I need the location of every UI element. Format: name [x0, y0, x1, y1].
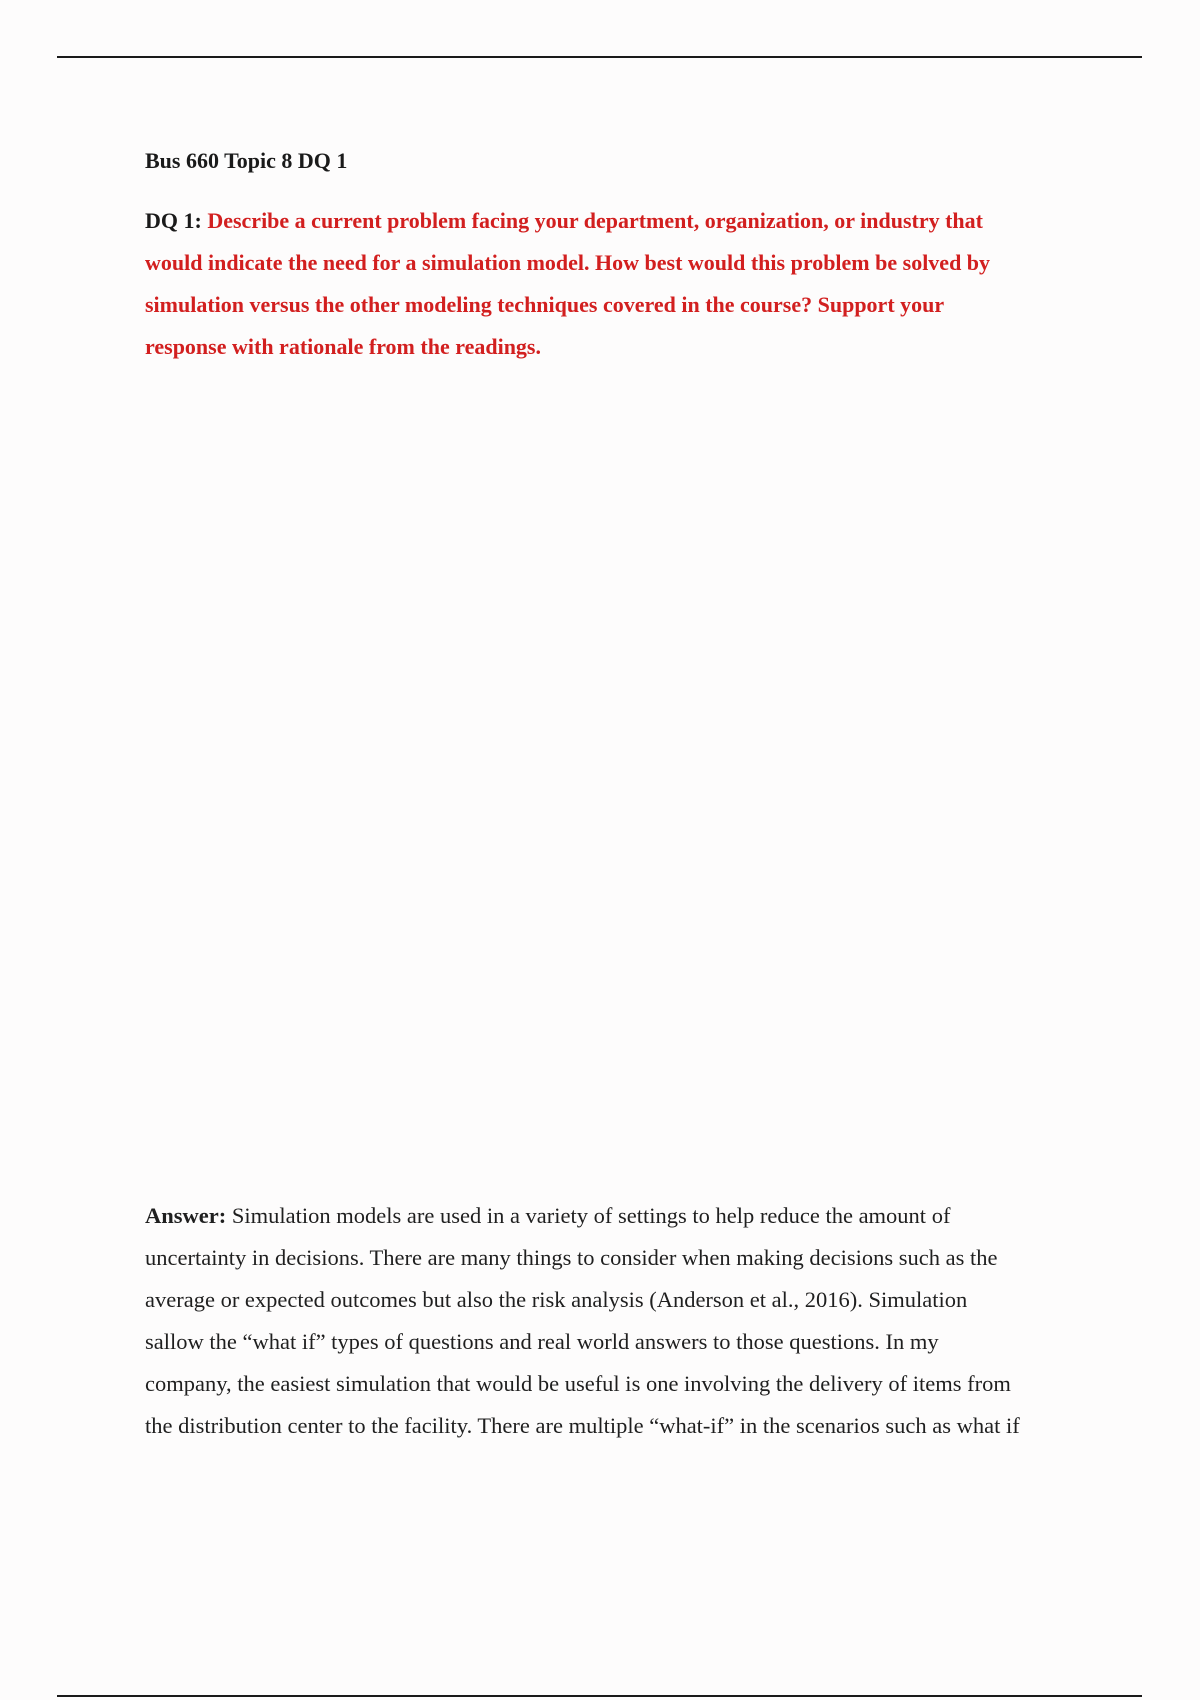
- question-text: Describe a current problem facing your department, organization, or industry that: [207, 208, 983, 233]
- answer-line: average or expected outcomes but also the risk analysis (Anderson et al., 2016). Simulation: [145, 1287, 968, 1312]
- answer-text: Simulation models are used in a variety of settings to help reduce the amount of: [231, 1203, 951, 1228]
- question-line: would indicate the need for a simulation model. How best would this problem be solved by: [145, 250, 991, 275]
- answer-line: company, the easiest simulation that would be useful is one involving the delivery of items from: [145, 1371, 1011, 1396]
- question-line: simulation versus the other modeling techniques covered in the course? Support your: [145, 292, 945, 317]
- answer-line: uncertainty in decisions. There are many things to consider when making decisions such as the: [145, 1245, 998, 1270]
- bottom-divider: [57, 1695, 1142, 1697]
- top-divider: [57, 56, 1142, 58]
- question-line: [145, 200, 1095, 242]
- question-line: response with rationale from the readings.: [145, 334, 541, 359]
- answer-label: Answer:: [145, 1203, 227, 1228]
- document-title: Bus 660 Topic 8 DQ 1: [145, 148, 348, 173]
- question-label: DQ 1:: [145, 208, 202, 233]
- discussion-question: [145, 200, 1095, 368]
- answer-line: sallow the “what if” types of questions and real world answers to those questions. In my: [145, 1329, 939, 1354]
- answer-section: [145, 1195, 1095, 1447]
- answer-line: [145, 1195, 1095, 1237]
- answer-line: the distribution center to the facility. There are multiple “what-if” in the scenarios such as what if: [145, 1413, 1020, 1438]
